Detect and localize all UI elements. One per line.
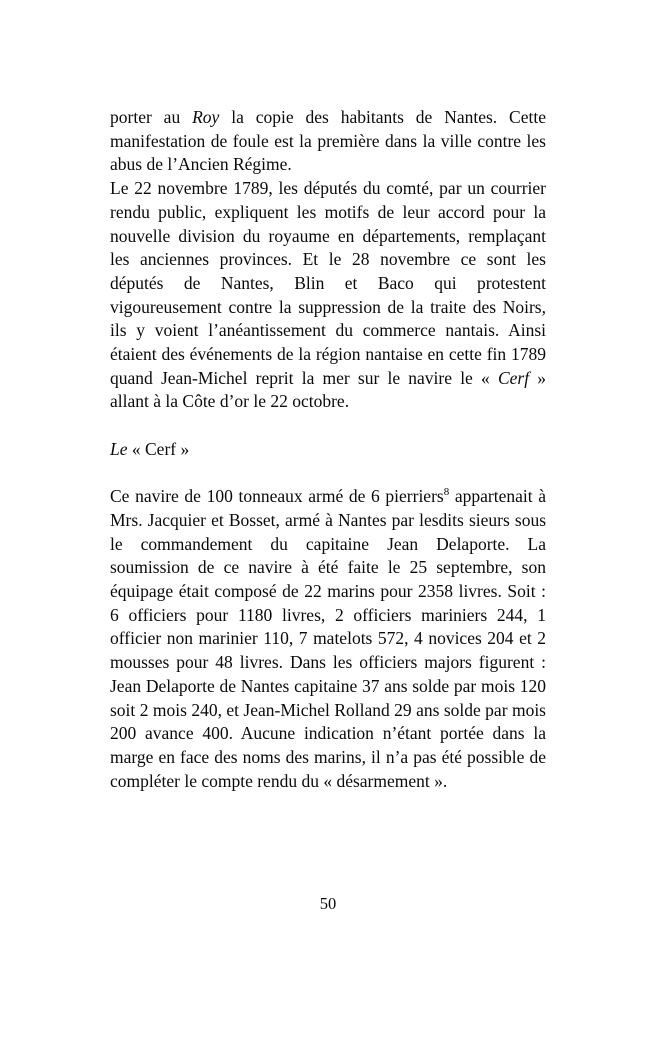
text-run: appartenait à Mrs. Jacquier et Bosset, armé à Nantes par lesdits sieurs sous le commandement du capitaine Jean Delaporte. La soumission de ce navire à été faite le 25 septembre, son équipage était composé de 22 marins pour 2358 livres. Soit : 6 officiers pour 1180 livres, 2 officiers mariniers 244, 1 officier non marinier 110, 7 matelots 572, 4 novices 204 et 2 mousses pour 48 livres. Dans les officiers majors figurent : Jean Delaporte de Nantes capitaine 37 ans solde par mois 120 soit 2 mois 240, et Jean-Michel Rolland 29 ans solde par mois 200 avance 400. Aucune indication n’étant portée dans la marge en face des noms des marins, il n’a pas été possible de compléter le compte rendu du « désarmement ». bbox=[110, 486, 546, 791]
text-run-italic: Le bbox=[110, 438, 128, 459]
section-heading bbox=[110, 438, 546, 462]
text-run: Ce navire de 100 tonneaux armé de 6 pierriers bbox=[110, 486, 444, 507]
text-run-italic: Cerf bbox=[497, 367, 530, 388]
text-run: porter au bbox=[110, 107, 193, 127]
body-paragraph bbox=[110, 106, 546, 177]
body-paragraph bbox=[110, 485, 546, 793]
text-block bbox=[110, 106, 546, 793]
text-run: Le 22 novembre 1789, les députés du comté, par un courrier rendu public, expliquent les motifs de leur accord pour la nouvelle division du royaume en départements, remplaçant les anciennes provinces. Et le 28 novembre ce sont les députés de Nantes, Blin et Baco qui protestent vigoureusement contre la suppression de la traite des Noirs, ils y voient l’anéantissement du commerce nantais. Ainsi étaient des événements de la région nantaise en cette fin 1789 quand Jean-Michel reprit la mer sur le navire le « bbox=[110, 178, 546, 388]
text-run: « Cerf » bbox=[127, 438, 190, 459]
text-run-italic: Roy bbox=[192, 107, 220, 127]
text-run: » allant à la Côte d’or le 22 octobre. bbox=[110, 367, 546, 412]
body-paragraph bbox=[110, 177, 546, 414]
text-run-superscript: 8 bbox=[443, 486, 450, 499]
page-number: 50 bbox=[319, 894, 337, 913]
text-run: la copie des habitants de Nantes. Cette manifestation de foule est la première dans la ville contre les abus de l’Ancien Régime. bbox=[110, 107, 546, 175]
